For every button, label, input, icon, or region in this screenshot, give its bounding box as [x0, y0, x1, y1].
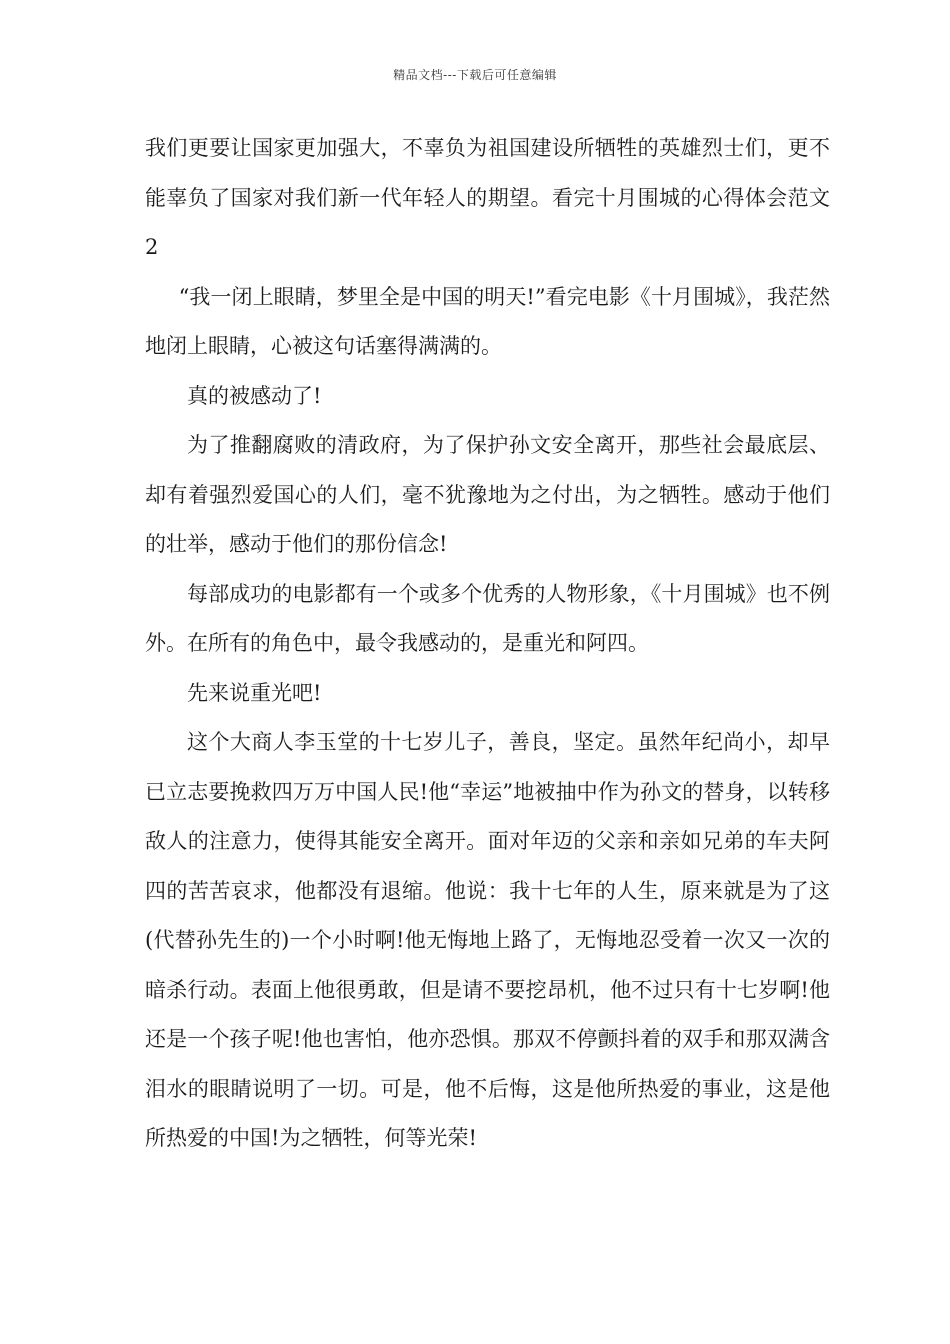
paragraph-4: 为了推翻腐败的清政府，为了保护孙文安全离开，那些社会最底层、却有着强烈爱国心的人们，毫不犹豫地为之付出，为之牺牲。感动于他们的壮举，感动于他们的那份信念!: [145, 433, 830, 556]
paragraph-1: 我们更要让国家更加强大，不辜负为祖国建设所牺牲的英雄烈士们，更不能辜负了国家对我们新一代年轻人的期望。看完十月围城的心得体会范文2: [145, 136, 830, 259]
paragraph-5: 每部成功的电影都有一个或多个优秀的人物形象，《十月围城》也不例外。在所有的角色中，最令我感动的，是重光和阿四。: [145, 581, 830, 655]
paragraph-6: 先来说重光吧!: [187, 680, 322, 705]
paragraph-2: “我一闭上眼睛，梦里全是中国的明天!”看完电影《十月围城》，我茫然地闭上眼睛，心被这句话塞得满满的。: [145, 284, 830, 358]
paragraph-7: 这个大商人李玉堂的十七岁儿子，善良，坚定。虽然年纪尚小，却早已立志要挽救四万万中国人民!他“幸运”地被抽中作为孙文的替身，以转移敌人的注意力，使得其能安全离开。面对年迈的父亲和亲如兄弟的车夫阿四的苦苦哀求，他都没有退缩。他说：我十七年的人生，原来就是为了这(代替孙先生的)一个小时啊!他无悔地上路了，无悔地忍受着一次又一次的暗杀行动。表面上他很勇敢，但是请不要挖昂机，他不过只有十七岁啊!他还是一个孩子呢!他也害怕，他亦恐惧。那双不停颤抖着的双手和那双满含泪水的眼睛说明了一切。可是，他不后悔，这是他所热爱的事业，这是他所热爱的中国!为之牺牲，何等光荣!: [145, 730, 830, 1150]
page-header: 精品文档---下载后可任意编辑: [393, 68, 557, 82]
document-body: [145, 124, 830, 1164]
paragraph-3: 真的被感动了!: [187, 383, 322, 408]
